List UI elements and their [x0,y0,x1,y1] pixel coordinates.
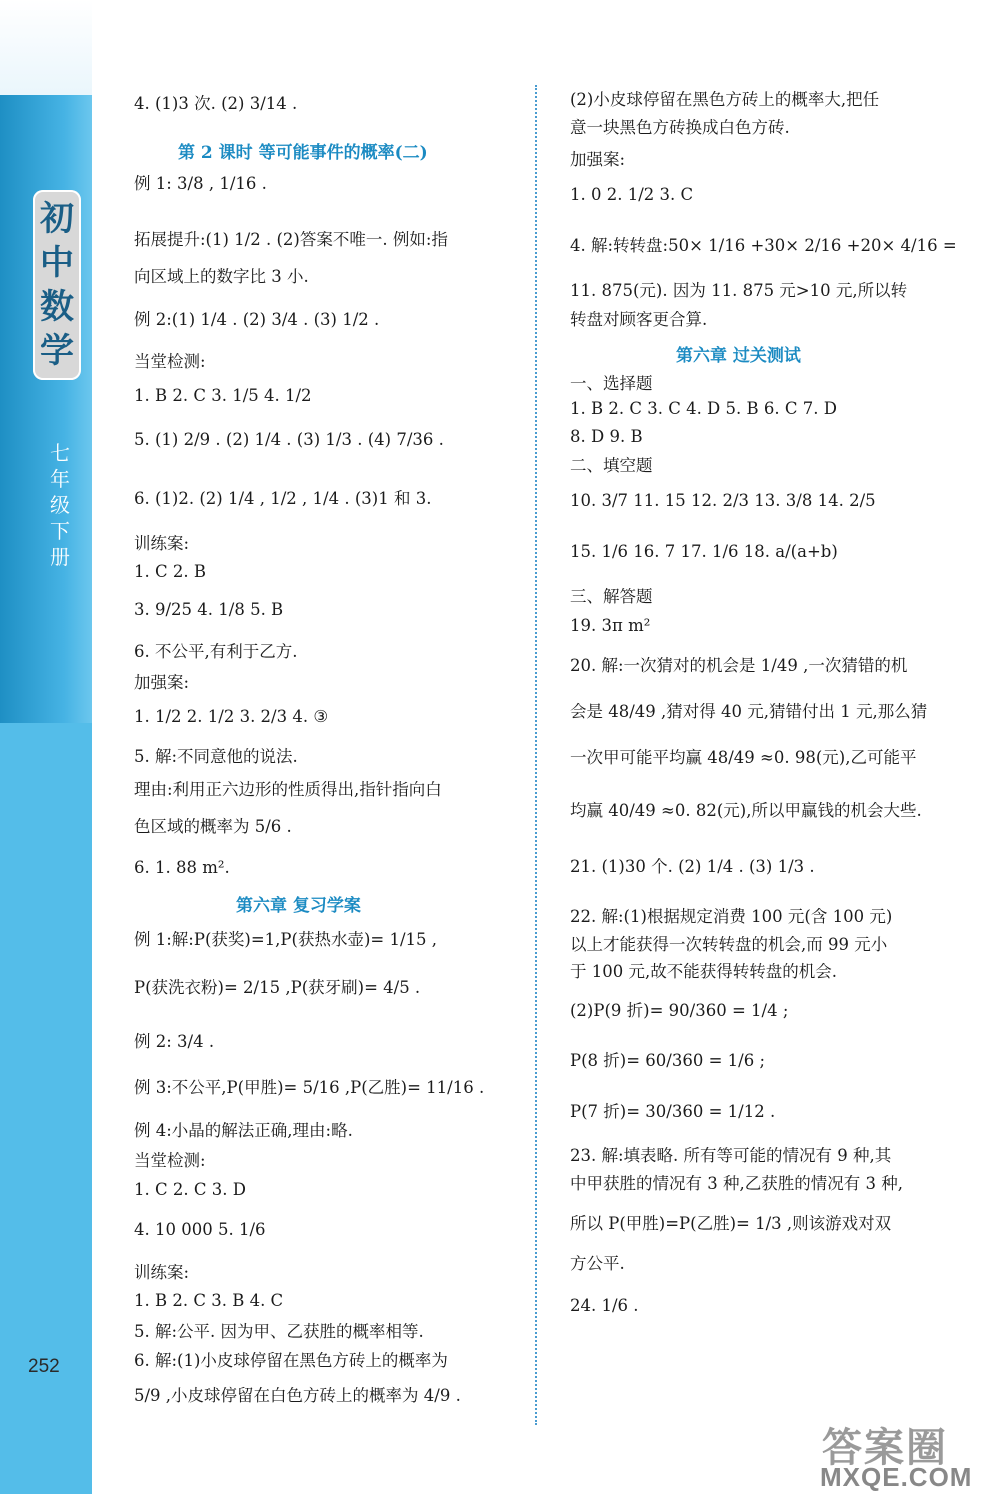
text-line: P(8 折)= 60/360 = 1/6 ; [570,1051,766,1070]
text-line: 加强案: [570,150,626,169]
text-line: 21. (1)30 个. (2) 1/4 . (3) 1/3 . [570,857,815,876]
text-line: 1. 1/2 2. 1/2 3. 2/3 4. ③ [134,707,329,726]
text-line: 10. 3/7 11. 15 12. 2/3 13. 3/8 14. 2/5 [570,491,876,510]
text-line: 8. D 9. B [570,427,643,446]
text-line: 会是 48/49 ,猜对得 40 元,猜错付出 1 元,那么猜 [570,702,928,721]
text-line: 中甲获胜的情况有 3 种,乙获胜的情况有 3 种, [570,1174,903,1193]
page-number: 252 [28,1356,60,1377]
text-line: 6. 1. 88 m². [134,858,230,877]
text-line: 例 2: 3/4 . [134,1032,215,1051]
text-line: 20. 解:一次猜对的机会是 1/49 ,一次猜错的机 [570,656,908,675]
text-line: 向区域上的数字比 3 小. [134,267,309,286]
text-line: 色区域的概率为 5/6 . [134,817,292,836]
sidebar-band-bottom [0,723,92,1494]
section-heading: 第六章 过关测试 [676,346,801,366]
text-line: 转盘对顾客更合算. [570,310,708,329]
text-line: 二、填空题 [570,456,653,475]
section-heading: 第六章 复习学案 [236,896,361,916]
text-line: 理由:利用正六边形的性质得出,指针指向白 [134,780,442,799]
text-line: 1. C 2. C 3. D [134,1180,246,1199]
text-line: 一、选择题 [570,374,653,393]
text-line: 1. B 2. C 3. C 4. D 5. B 6. C 7. D [570,399,837,418]
text-line: (2)小皮球停留在黑色方砖上的概率大,把任 [570,90,880,109]
text-line: 5. (1) 2/9 . (2) 1/4 . (3) 1/3 . (4) 7/36 . [134,430,444,449]
book-grade: 七年级 下册 [50,441,70,569]
text-line: 6. 不公平,有利于乙方. [134,642,298,661]
text-line: 当堂检测: [134,1151,206,1170]
text-line: 1. C 2. B [134,562,206,581]
text-line: 训练案: [134,1263,190,1282]
text-line: 均赢 40/49 ≈0. 82(元),所以甲赢钱的机会大些. [570,801,922,820]
text-line: 加强案: [134,673,190,692]
text-line: 15. 1/6 16. 7 17. 1/6 18. a/(a+b) [570,542,838,561]
sidebar [0,0,92,1494]
text-line: 5/9 ,小皮球停留在白色方砖上的概率为 4/9 . [134,1386,461,1405]
text-line: 4. 10 000 5. 1/6 [134,1220,266,1239]
text-line: 例 3:不公平,P(甲胜)= 5/16 ,P(乙胜)= 11/16 . [134,1078,485,1097]
text-line: 意一块黑色方砖换成白色方砖. [570,118,790,137]
text-line: P(获洗衣粉)= 2/15 ,P(获牙刷)= 4/5 . [134,978,421,997]
text-line: 例 1:解:P(获奖)=1,P(获热水壶)= 1/15 , [134,930,437,949]
text-line: 6. 解:(1)小皮球停留在黑色方砖上的概率为 [134,1351,448,1370]
watermark-logo: 答案圈 [822,1424,948,1471]
text-line: 5. 解:公平. 因为甲、乙获胜的概率相等. [134,1322,424,1341]
text-line: 一次甲可能平均赢 48/49 ≈0. 98(元),乙可能平 [570,748,917,767]
text-line: 方公平. [570,1254,625,1273]
text-line: 22. 解:(1)根据规定消费 100 元(含 100 元) [570,907,893,926]
text-line: 当堂检测: [134,352,206,371]
text-line: 于 100 元,故不能获得转转盘的机会. [570,962,837,981]
text-line: 三、解答题 [570,587,653,606]
text-line: 以上才能获得一次转转盘的机会,而 99 元小 [570,935,888,954]
book-title: 初中数学 [40,199,74,371]
text-line: 1. B 2. C 3. B 4. C [134,1291,284,1310]
text-line: 例 4:小晶的解法正确,理由:略. [134,1121,353,1140]
text-line: 拓展提升:(1) 1/2 . (2)答案不唯一. 例如:指 [134,230,448,249]
text-line: 1. 0 2. 1/2 3. C [570,185,694,204]
text-line: 11. 875(元). 因为 11. 875 元>10 元,所以转 [570,281,908,300]
text-line: 4. 解:转转盘:50× 1/16 +30× 2/16 +20× 4/16 = [570,236,957,255]
text-line: (2)P(9 折)= 90/360 = 1/4 ; [570,1001,789,1020]
text-line: 6. (1)2. (2) 1/4 , 1/2 , 1/4 . (3)1 和 3. [134,489,432,508]
text-line: 23. 解:填表略. 所有等可能的情况有 9 种,其 [570,1146,892,1165]
text-line: 19. 3π m² [570,616,651,635]
text-line: 训练案: [134,534,190,553]
text-line: P(7 折)= 30/360 = 1/12 . [570,1102,776,1121]
section-heading: 第 2 课时 等可能事件的概率(二) [178,143,428,163]
watermark-url: MXQE.COM [820,1462,973,1492]
text-line: 5. 解:不同意他的说法. [134,747,298,766]
text-line: 例 1: 3/8 , 1/16 . [134,174,267,193]
text-line: 4. (1)3 次. (2) 3/14 . [134,94,298,113]
text-line: 24. 1/6 . [570,1296,639,1315]
text-line: 1. B 2. C 3. 1/5 4. 1/2 [134,386,312,405]
column-divider [535,85,537,1425]
text-line: 所以 P(甲胜)=P(乙胜)= 1/3 ,则该游戏对双 [570,1214,892,1233]
text-line: 例 2:(1) 1/4 . (2) 3/4 . (3) 1/2 . [134,310,380,329]
text-line: 3. 9/25 4. 1/8 5. B [134,600,284,619]
